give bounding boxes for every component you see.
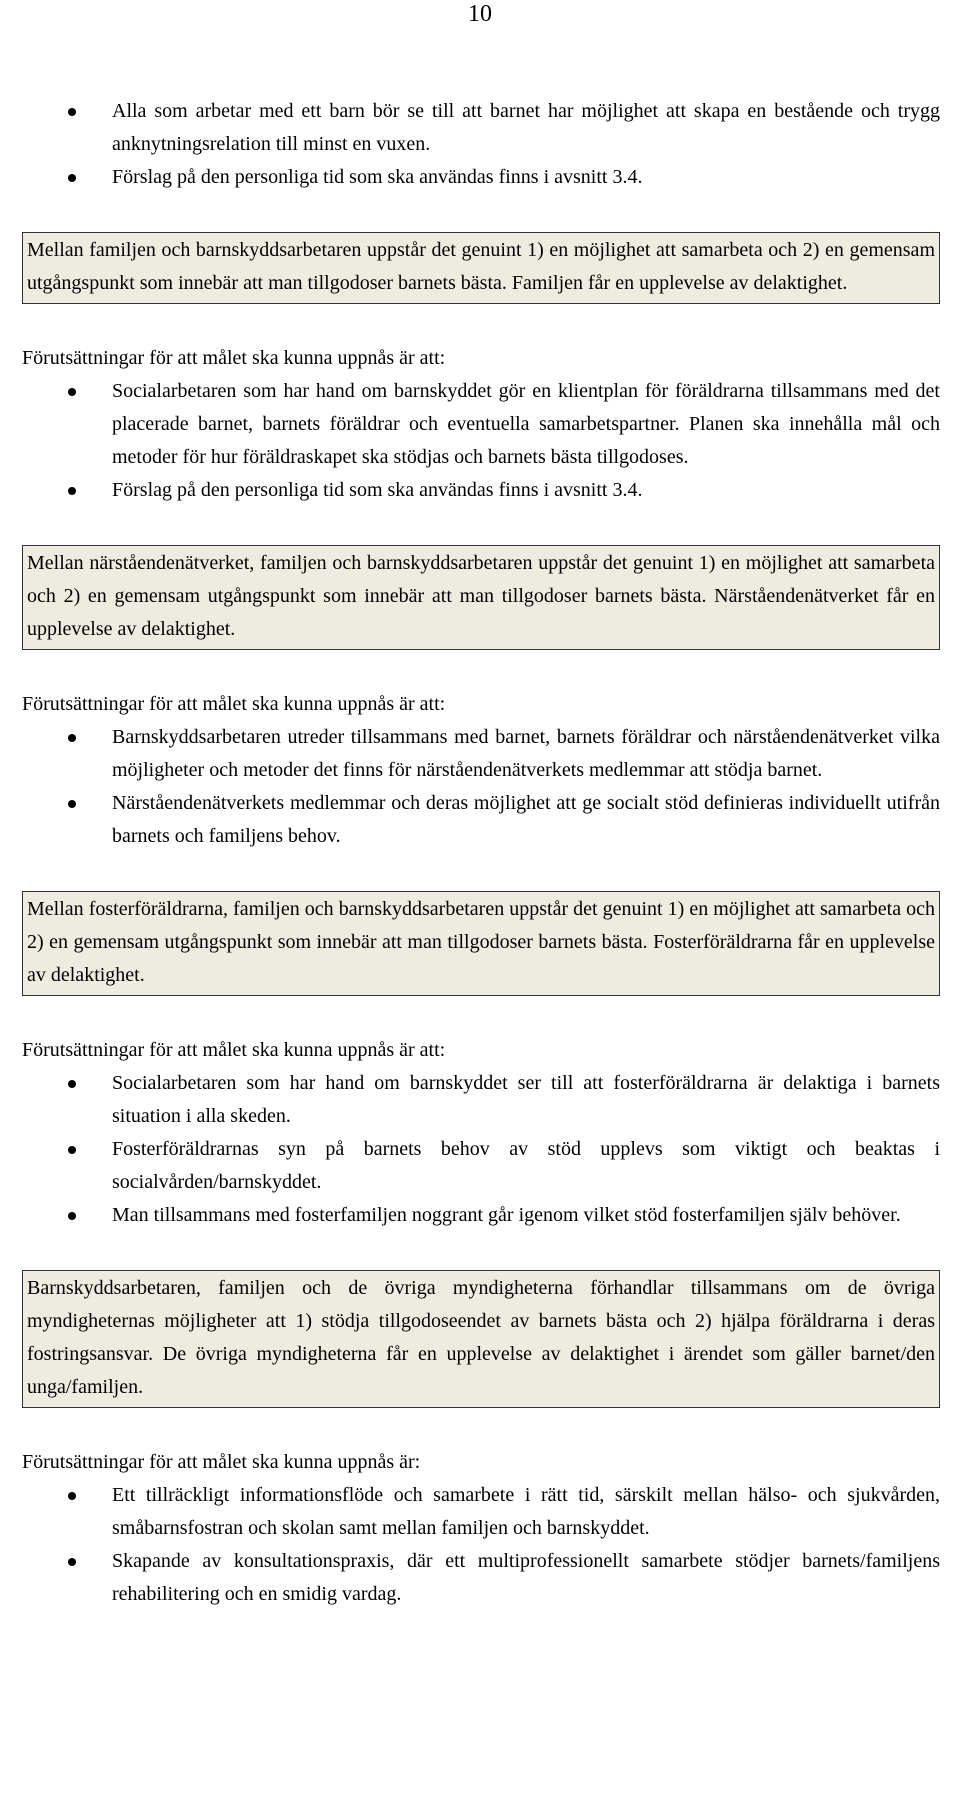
list-item xyxy=(112,787,940,853)
bullet-list-3 xyxy=(22,721,940,853)
list-item xyxy=(112,1479,940,1545)
list-item-text: Man tillsammans med fosterfamiljen noggrant går igenom vilket stöd fosterfamiljen själv behöver. xyxy=(112,1204,901,1226)
list-item xyxy=(112,474,940,507)
list-item xyxy=(112,95,940,161)
list-item xyxy=(112,1545,940,1611)
list-item-text: Skapande av konsultationspraxis, där ett multiprofessionellt samarbete stödjer barnets/familjens rehabilitering och en smidig vardag. xyxy=(112,1550,940,1605)
list-item xyxy=(112,161,940,194)
list-item-text: Närståendenätverkets medlemmar och deras möjlighet att ge socialt stöd definieras individuellt utifrån barnets och familjens behov. xyxy=(112,792,940,847)
bullet-list-4 xyxy=(22,1067,940,1232)
list-item-text: Ett tillräckligt informationsflöde och samarbete i rätt tid, särskilt mellan hälso- och sjukvården, småbarnsfostran och skolan samt mellan familjen och barnskyddet. xyxy=(112,1484,940,1539)
list-item xyxy=(112,1133,940,1199)
bullet-icon xyxy=(68,734,76,742)
prerequisites-intro: Förutsättningar för att målet ska kunna uppnås är att: xyxy=(22,693,446,715)
highlight-box-authorities: Barnskyddsarbetaren, familjen och de övriga myndigheterna förhandlar tillsammans om de övriga myndigheternas möjligheter att 1) stödja tillgodoseendet av barnets bästa och 2) hjälpa föräldrarna i deras fostringsansvar. De övriga myndigheterna får en upplevelse av delaktighet i ärendet som gäller barnet/den unga/familjen. xyxy=(22,1270,940,1408)
list-item-text: Förslag på den personliga tid som ska användas finns i avsnitt 3.4. xyxy=(112,166,643,188)
list-item xyxy=(112,1199,940,1232)
bullet-icon xyxy=(68,487,76,495)
prerequisites-intro: Förutsättningar för att målet ska kunna uppnås är att: xyxy=(22,1039,446,1061)
bullet-icon xyxy=(68,388,76,396)
bullet-icon xyxy=(68,1212,76,1220)
list-item-text: Barnskyddsarbetaren utreder tillsammans med barnet, barnets föräldrar och närståendenätverket vilka möjligheter och metoder det finns för närståendenätverkets medlemmar att stödja barnet. xyxy=(112,726,940,781)
bullet-icon xyxy=(68,1080,76,1088)
bullet-icon xyxy=(68,1146,76,1154)
list-item xyxy=(112,1067,940,1133)
bullet-icon xyxy=(68,108,76,116)
list-item-text: Förslag på den personliga tid som ska användas finns i avsnitt 3.4. xyxy=(112,479,643,501)
list-item xyxy=(112,375,940,474)
bullet-list-5 xyxy=(22,1479,940,1611)
highlight-box-family: Mellan familjen och barnskyddsarbetaren uppstår det genuint 1) en möjlighet att samarbeta och 2) en gemensam utgångspunkt som innebär att man tillgodoser barnets bästa. Familjen får en upplevelse av delaktighet. xyxy=(22,232,940,304)
bullet-icon xyxy=(68,174,76,182)
bullet-icon xyxy=(68,800,76,808)
prerequisites-intro: Förutsättningar för att målet ska kunna uppnås är: xyxy=(22,1451,421,1473)
page-content xyxy=(22,95,940,1611)
bullet-icon xyxy=(68,1558,76,1566)
bullet-list-2 xyxy=(22,375,940,507)
bullet-list-1 xyxy=(22,95,940,194)
page-number: 10 xyxy=(468,1,492,27)
list-item-text: Alla som arbetar med ett barn bör se till att barnet har möjlighet att skapa en bestående och trygg anknytningsrelation till minst en vuxen. xyxy=(112,100,940,155)
highlight-box-network: Mellan närståendenätverket, familjen och barnskyddsarbetaren uppstår det genuint 1) en möjlighet att samarbeta och 2) en gemensam utgångspunkt som innebär att man tillgodoser barnets bästa. Närståendenätverket får en upplevelse av delaktighet. xyxy=(22,545,940,650)
bullet-icon xyxy=(68,1492,76,1500)
list-item-text: Socialarbetaren som har hand om barnskyddet gör en klientplan för föräldrarna tillsammans med det placerade barnet, barnets föräldrar och eventuella samarbetspartner. Planen ska innehålla mål och metoder för hur föräldraskapet ska stödjas och barnets bästa tillgodoses. xyxy=(112,380,940,468)
list-item-text: Fosterföräldrarnas syn på barnets behov av stöd upplevs som viktigt och beaktas i socialvården/barnskyddet. xyxy=(112,1138,940,1193)
prerequisites-intro: Förutsättningar för att målet ska kunna uppnås är att: xyxy=(22,347,446,369)
highlight-box-foster-parents: Mellan fosterföräldrarna, familjen och barnskyddsarbetaren uppstår det genuint 1) en möjlighet att samarbeta och 2) en gemensam utgångspunkt som innebär att man tillgodoser barnets bästa. Fosterföräldrarna får en upplevelse av delaktighet. xyxy=(22,891,940,996)
list-item xyxy=(112,721,940,787)
list-item-text: Socialarbetaren som har hand om barnskyddet ser till att fosterföräldrarna är delaktiga i barnets situation i alla skeden. xyxy=(112,1072,940,1127)
